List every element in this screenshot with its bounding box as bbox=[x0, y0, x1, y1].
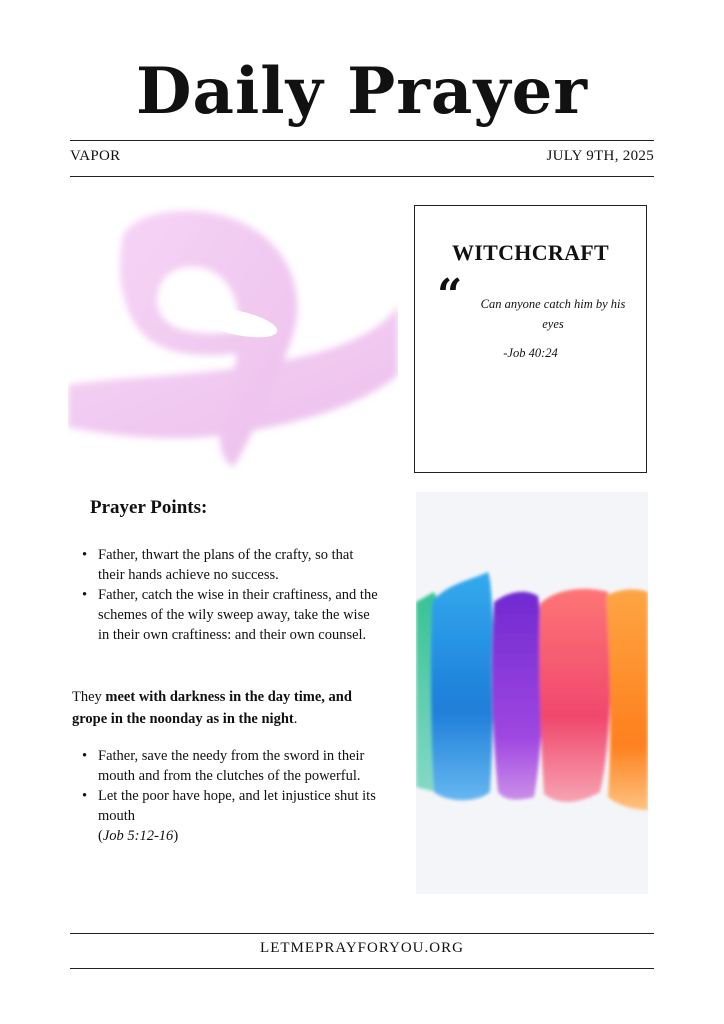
prayer-points-list bbox=[80, 545, 380, 645]
header-bottom-divider bbox=[70, 176, 654, 177]
quote-citation: -Job 40:24 bbox=[503, 346, 558, 360]
prayer-points-heading: Prayer Points: bbox=[90, 497, 208, 518]
watercolor-stripes-image bbox=[416, 492, 648, 894]
prayer-point-text: Father, thwart the plans of the crafty, so that their hands achieve no success. bbox=[98, 547, 354, 583]
section-label: VAPOR bbox=[70, 148, 121, 164]
date-label: JULY 9TH, 2025 bbox=[546, 148, 654, 164]
list-item bbox=[80, 545, 380, 585]
bullet-icon: • bbox=[82, 788, 88, 804]
paragraph-suffix: . bbox=[293, 711, 298, 727]
footer-bottom-divider bbox=[70, 968, 654, 969]
paragraph-prefix: They bbox=[72, 689, 106, 705]
list-item bbox=[80, 746, 380, 786]
list-item bbox=[80, 786, 380, 846]
prayer-point-text: Father, catch the wise in their craftiness, and the schemes of the wily sweep away, take the wise in their own craftiness: and their own counsel. bbox=[98, 587, 378, 643]
bullet-icon: • bbox=[82, 587, 88, 603]
pink-brush-stroke-image bbox=[68, 205, 398, 475]
website-link[interactable]: LETMEPRAYFORYOU.ORG bbox=[260, 940, 464, 956]
bullet-icon: • bbox=[82, 748, 88, 764]
list-item bbox=[80, 585, 380, 645]
prayer-point-text: Father, save the needy from the sword in their mouth and from the clutches of the powerful. bbox=[98, 748, 365, 784]
footer-top-divider bbox=[70, 933, 654, 934]
scripture-reference: (Job 5:12-16) bbox=[98, 828, 179, 844]
quote-title: WITCHCRAFT bbox=[451, 240, 609, 265]
scripture-paragraph bbox=[72, 686, 372, 730]
quote-mark-icon: “ bbox=[437, 270, 463, 321]
page-title: Daily Prayer bbox=[136, 54, 588, 129]
bullet-icon: • bbox=[82, 547, 88, 563]
reference-text: Job 5:12-16 bbox=[102, 828, 174, 844]
paragraph-emphasis: meet with darkness in the day time, and grope in the noonday as in the night bbox=[72, 689, 352, 727]
quote-text: Can anyone catch him by his eyes bbox=[480, 297, 626, 331]
prayer-points-list-second bbox=[80, 746, 380, 846]
prayer-point-text: Let the poor have hope, and let injustice shut its mouth bbox=[98, 788, 376, 824]
header-top-divider bbox=[70, 140, 654, 141]
quote-card bbox=[414, 205, 647, 473]
